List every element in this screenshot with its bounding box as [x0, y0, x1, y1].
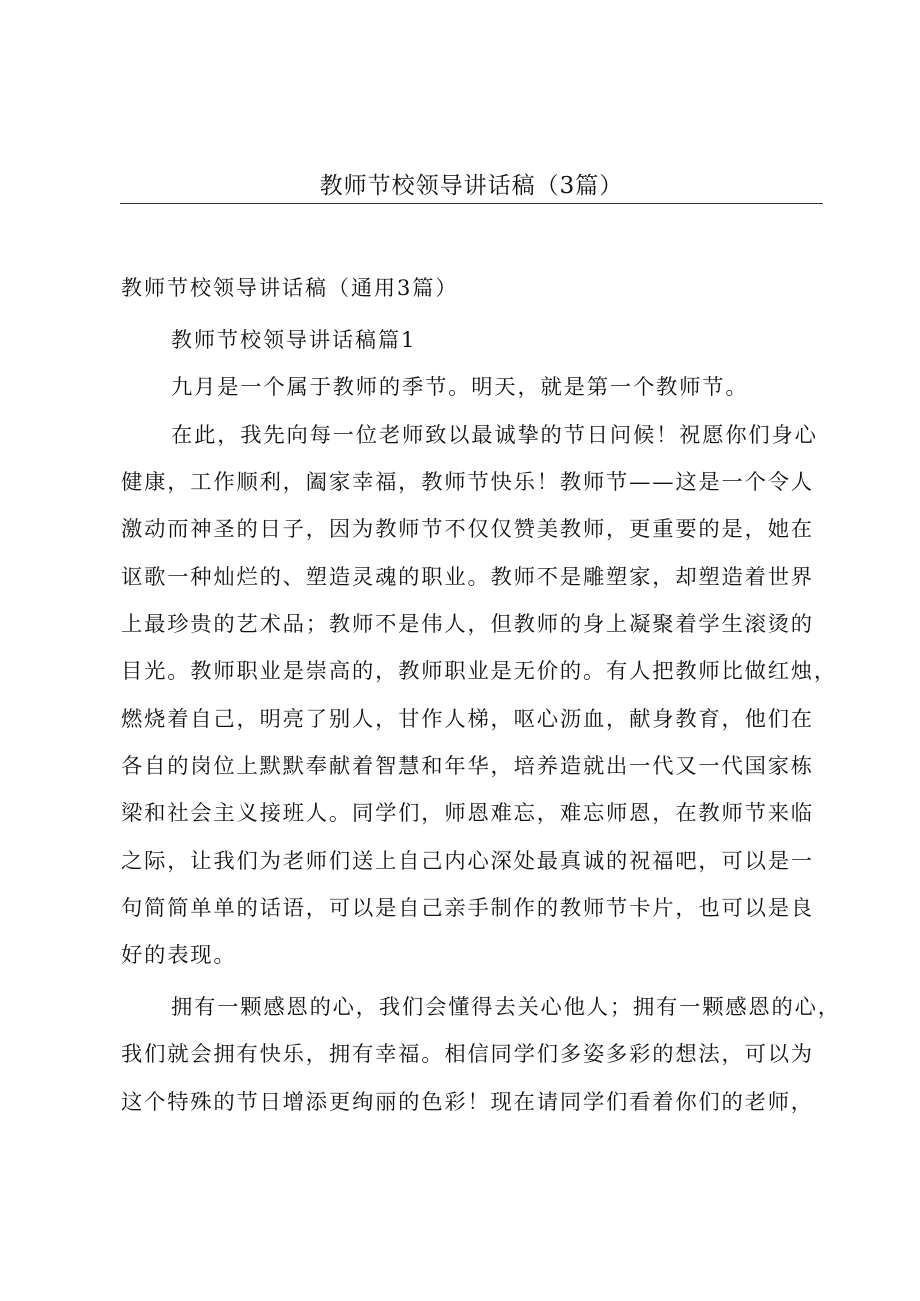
- paragraph-line: 九月是一个属于教师的季节。明天，就是第一个教师节。: [171, 375, 749, 400]
- paragraph-line: 好的表现。: [121, 943, 237, 968]
- paragraph-line: 在此，我先向每一位老师致以最诚挚的节日问候！祝愿你们身心: [171, 423, 818, 448]
- paragraph-line: 激动而神圣的日子，因为教师节不仅仅赞美教师，更重要的是，她在: [121, 517, 814, 542]
- paragraph-line: 燃烧着自己，明亮了别人，甘作人梯，呕心沥血，献身教育，他们在: [121, 707, 814, 732]
- paragraph-line: 讴歌一种灿烂的、塑造灵魂的职业。教师不是雕塑家，却塑造着世界: [121, 565, 814, 590]
- paragraph-line: 这个特殊的节日增添更绚丽的色彩！现在请同学们看着你们的老师，: [121, 1090, 814, 1115]
- paragraph-line: 我们就会拥有快乐，拥有幸福。相信同学们多姿多彩的想法，可以为: [121, 1042, 814, 1067]
- paragraph-line: 上最珍贵的艺术品；教师不是伟人，但教师的身上凝聚着学生滚烫的: [121, 612, 814, 637]
- paragraph-line: 各自的岗位上默默奉献着智慧和年华，培养造就出一代又一代国家栋: [121, 754, 814, 779]
- paragraph-line: 拥有一颗感恩的心，我们会懂得去关心他人；拥有一颗感恩的心，: [171, 995, 841, 1020]
- document-title: 教师节校领导讲话稿（3篇）: [319, 173, 624, 199]
- paragraph-line: 句简简单单的话语，可以是自己亲手制作的教师节卡片，也可以是良: [121, 896, 814, 921]
- paragraph-line: 目光。教师职业是崇高的，教师职业是无价的。有人把教师比做红烛，: [121, 659, 838, 684]
- paragraph-line: 梁和社会主义接班人。同学们，师恩难忘，难忘师恩，在教师节来临: [121, 801, 814, 826]
- section-heading: 教师节校领导讲话稿篇1: [171, 328, 417, 352]
- paragraph-line: 健康，工作顺利，阖家幸福，教师节快乐！教师节——这是一个令人: [121, 470, 814, 495]
- document-subtitle: 教师节校领导讲话稿（通用3篇）: [121, 276, 459, 300]
- title-underline: [120, 203, 823, 204]
- paragraph-line: 之际，让我们为老师们送上自己内心深处最真诚的祝福吧，可以是一: [121, 849, 814, 874]
